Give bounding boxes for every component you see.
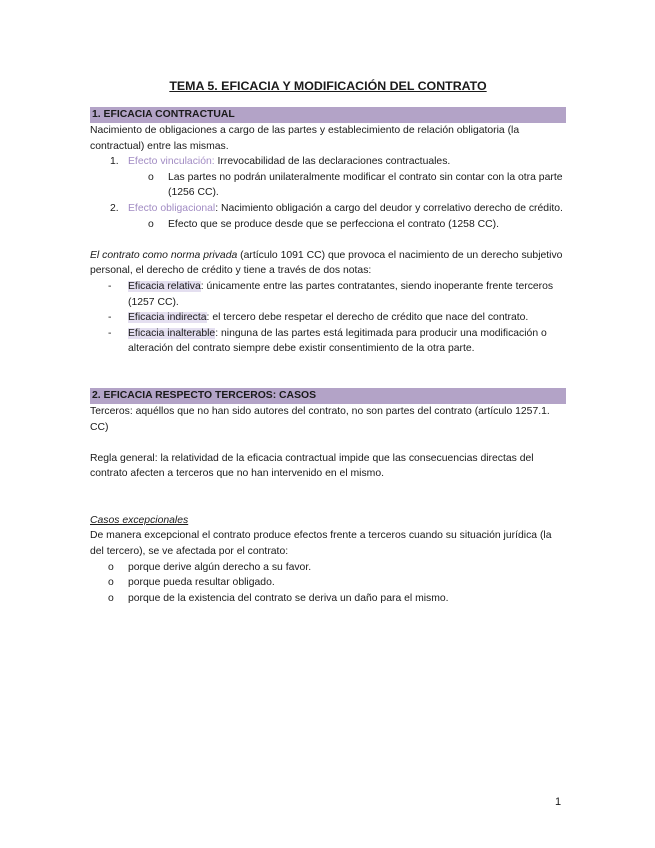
section-1-intro: Nacimiento de obligaciones a cargo de las partes y establecimiento de relación obligatoria (la contractual) entre las mismas. bbox=[90, 125, 520, 152]
caso-item bbox=[90, 575, 566, 591]
effect-1-sublist bbox=[90, 170, 566, 201]
norma-italic: El contrato como norma privada bbox=[90, 249, 238, 261]
circle-bullet: o bbox=[108, 577, 114, 589]
document-page bbox=[90, 78, 566, 606]
terceros-paragraph: Terceros: aquéllos que no han sido autores del contrato, no son partes del contrato (artículo 1257.1. CC) bbox=[90, 405, 550, 433]
item-number: 1. bbox=[110, 156, 119, 168]
section-1-heading: 1. EFICACIA CONTRACTUAL bbox=[90, 107, 566, 123]
note-text: : únicamente entre las partes contratantes, siendo inoperante frente terceros (1257 CC). bbox=[128, 280, 554, 308]
norma-text: (artículo 1091 CC) que provoca el nacimiento de un derecho subjetivo personal, el derecho de crédito y tiene a través de dos notas: bbox=[90, 249, 563, 277]
note-label: Eficacia inalterable bbox=[128, 327, 216, 339]
circle-bullet: o bbox=[108, 561, 114, 573]
norma-paragraph bbox=[90, 248, 566, 279]
circle-bullet: o bbox=[108, 592, 114, 604]
dash-bullet: - bbox=[108, 280, 112, 292]
casos-list bbox=[90, 560, 566, 607]
note-item bbox=[90, 310, 566, 326]
caso-item bbox=[90, 591, 566, 607]
circle-bullet: o bbox=[148, 218, 154, 230]
casos-intro: De manera excepcional el contrato produce efectos frente a terceros cuando su situación jurídica (la del tercero), se ve afectada por el contrato: bbox=[90, 530, 552, 558]
document-title: TEMA 5. EFICACIA Y MODIFICACIÓN DEL CONTRATO bbox=[169, 79, 487, 93]
note-text: : el tercero debe respetar el derecho de crédito que nace del contrato. bbox=[206, 312, 529, 324]
effects-list bbox=[90, 154, 566, 170]
effects-list-2 bbox=[90, 201, 566, 217]
note-text: : ninguna de las partes está legitimada para producir una modificación o alteración del contrato siempre debe existir consentimiento de la otra parte. bbox=[128, 327, 547, 355]
casos-heading: Casos excepcionales bbox=[90, 514, 189, 526]
effect-label: Efecto vinculación: bbox=[128, 156, 215, 168]
effect-item-1 bbox=[90, 154, 566, 170]
caso-text: porque pueda resultar obligado. bbox=[128, 577, 275, 589]
dash-bullet: - bbox=[108, 327, 112, 339]
regla-paragraph: Regla general: la relatividad de la eficacia contractual impide que las consecuencias directas del contrato afecten a terceros que no han intervenido en el mismo. bbox=[90, 452, 534, 480]
effect-label: Efecto obligacional bbox=[128, 202, 216, 214]
note-item bbox=[90, 279, 566, 310]
page-number: 1 bbox=[555, 796, 562, 808]
dash-bullet: - bbox=[108, 312, 112, 324]
caso-text: porque de la existencia del contrato se deriva un daño para el mismo. bbox=[128, 592, 449, 604]
effect-text: : Nacimiento obligación a cargo del deudor y correlativo derecho de crédito. bbox=[215, 202, 563, 214]
note-item bbox=[90, 326, 566, 357]
sub-item-text: Efecto que se produce desde que se perfecciona el contrato (1258 CC). bbox=[168, 218, 499, 230]
effect-item-2 bbox=[90, 201, 566, 217]
caso-text: porque derive algún derecho a su favor. bbox=[128, 561, 312, 573]
caso-item bbox=[90, 560, 566, 576]
sub-item-text: Las partes no podrán unilateralmente modificar el contrato sin contar con la otra parte (1256 CC). bbox=[168, 171, 563, 199]
sub-item bbox=[90, 217, 566, 233]
note-label: Eficacia relativa bbox=[128, 280, 201, 292]
item-number: 2. bbox=[110, 202, 119, 214]
effect-text: Irrevocabilidad de las declaraciones contractuales. bbox=[214, 156, 451, 168]
section-2-heading: 2. EFICACIA RESPECTO TERCEROS: CASOS bbox=[90, 388, 566, 404]
circle-bullet: o bbox=[148, 171, 154, 183]
effect-2-sublist bbox=[90, 217, 566, 233]
notes-list bbox=[90, 279, 566, 357]
sub-item bbox=[90, 170, 566, 201]
note-label: Eficacia indirecta bbox=[128, 312, 207, 324]
